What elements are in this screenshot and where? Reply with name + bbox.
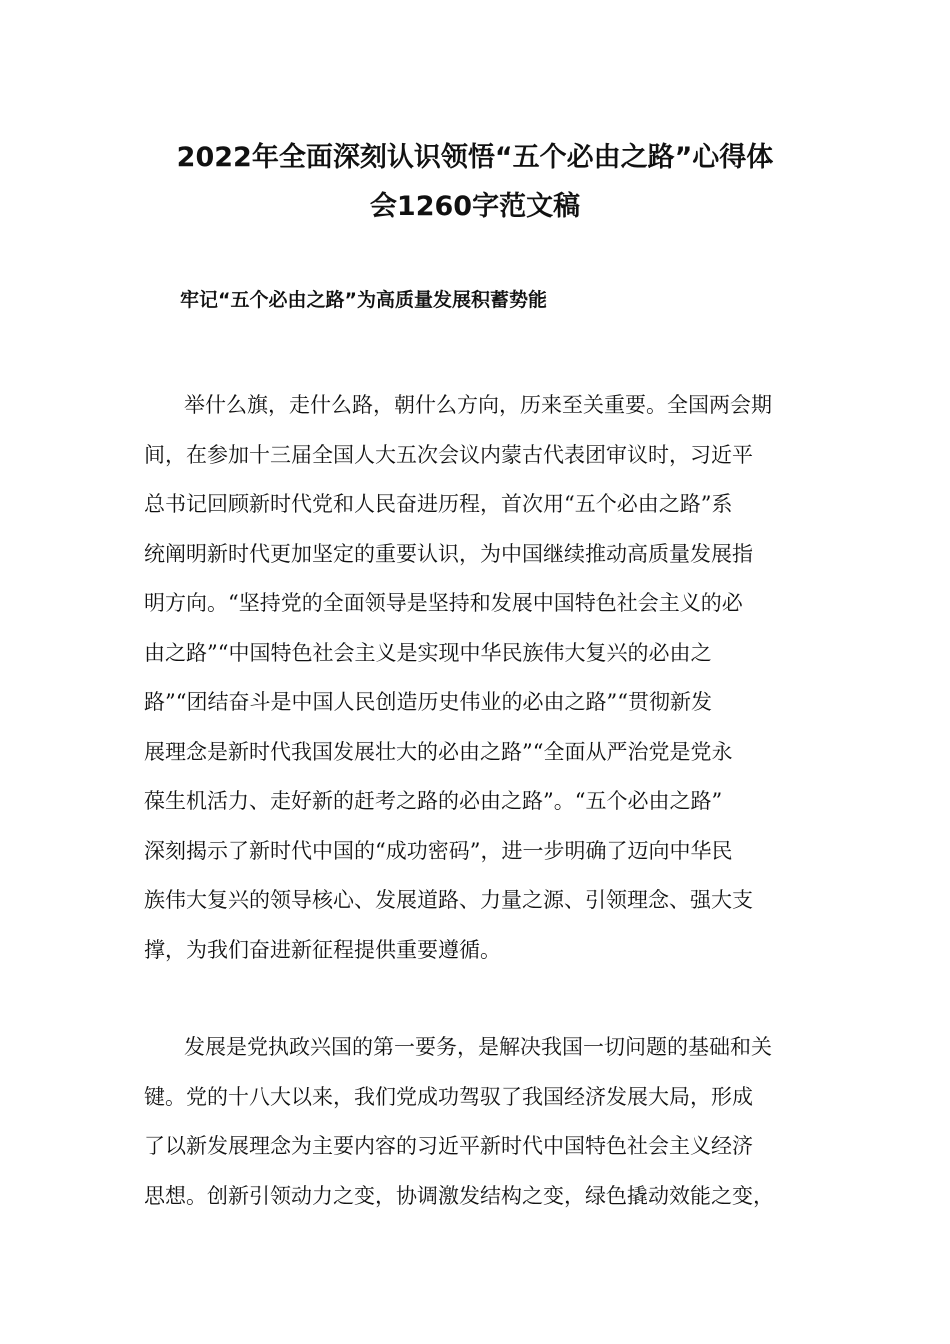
paragraph-line: 举什么旗，走什么路，朝什么方向，历来至关重要。全国两会期 (184, 393, 772, 417)
paragraph-line: 明方向。“坚持党的全面领导是坚持和发展中国特色社会主义的必 (144, 591, 743, 615)
paragraph-line: 总书记回顾新时代党和人民奋进历程，首次用“五个必由之路”系 (144, 492, 733, 516)
paragraph-line: 思想。创新引领动力之变，协调激发结构之变，绿色撬动效能之变， (144, 1183, 774, 1208)
paragraph-line: 统阐明新时代更加坚定的重要认识，为中国继续推动高质量发展指 (144, 541, 753, 566)
paragraph-line: 键。党的十八大以来，我们党成功驾驭了我国经济发展大局，形成 (144, 1084, 753, 1109)
paragraph-line: 由之路”“中国特色社会主义是实现中华民族伟大复兴的必由之 (144, 640, 712, 665)
paragraph-line: 了以新发展理念为主要内容的习近平新时代中国特色社会主义经济 (144, 1134, 753, 1158)
paragraph-line: 族伟大复兴的领导核心、发展道路、力量之源、引领理念、强大支 (144, 888, 753, 912)
paragraph-line: 撑，为我们奋进新征程提供重要遵循。 (144, 937, 501, 962)
paragraph (144, 1023, 824, 1221)
paragraph-line: 间，在参加十三届全国人大五次会议内蒙古代表团审议时，习近平 (144, 442, 753, 467)
document-title (0, 133, 950, 231)
title-line: 2022年全面深刻认识领悟“五个必由之路”心得体 (176, 142, 774, 173)
paragraph (144, 381, 824, 975)
paragraph-line: 葆生机活力、走好新的赶考之路的必由之路”。“五个必由之路” (144, 789, 723, 813)
paragraph-line: 发展是党执政兴国的第一要务，是解决我国一切问题的基础和关 (184, 1035, 772, 1059)
paragraph-line: 展理念是新时代我国发展壮大的必由之路”“全面从严治党是党永 (144, 739, 733, 764)
section-subheading: 牢记“五个必由之路”为高质量发展积蓄势能 (180, 289, 547, 311)
paragraph-line: 路”“团结奋斗是中国人民创造历史伟业的必由之路”“贯彻新发 (144, 690, 712, 714)
title-line: 会1260字范文稿 (369, 191, 581, 222)
paragraph-line: 深刻揭示了新时代中国的“成功密码”，进一步明确了迈向中华民 (144, 838, 733, 863)
